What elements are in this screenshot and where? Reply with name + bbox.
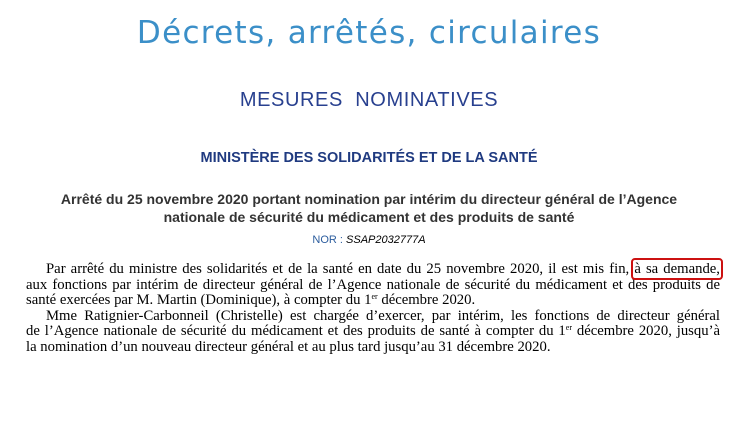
highlighted-phrase: à sa demande, <box>634 261 720 277</box>
body-text-span: décembre 2020, jusqu’à <box>571 323 720 339</box>
nor-code: SSAP2032777A <box>346 234 426 246</box>
ordinal-superscript: er <box>371 292 378 301</box>
ordinal-superscript: er <box>565 323 572 332</box>
subsection-title: MESURES NOMINATIVES <box>239 89 499 111</box>
body-line: aux fonctions par intérim de directeur général de l’Agence nationale de sécurité du médicament et des produits de <box>26 276 720 293</box>
body-text-span: de l’Agence nationale de sécurité du médicament et des produits de santé à compter du 1 <box>26 323 566 339</box>
body-line <box>26 293 720 309</box>
body-line: Mme Ratignier-Carbonneil (Christelle) est chargée d’exercer, par intérim, les fonctions de directeur général <box>46 307 720 324</box>
nor-reference <box>0 232 738 248</box>
body-line <box>26 262 720 278</box>
body-line: la nomination d’un nouveau directeur général et au plus tard jusqu’au 31 décembre 2020. <box>26 338 551 355</box>
nor-label: NOR : <box>312 234 343 246</box>
body-text-span: décembre 2020. <box>377 292 476 308</box>
arrete-title: Arrêté du 25 novembre 2020 portant nomination par intérim du directeur général de l’Agence nationale de sécurité du médicament et des produits de santé <box>60 191 678 225</box>
body-line <box>26 324 720 340</box>
section-title: Décrets, arrêtés, circulaires <box>136 15 602 51</box>
ministry-name: MINISTÈRE DES SOLIDARITÉS ET DE LA SANTÉ <box>200 150 538 166</box>
arrete-body <box>26 262 720 355</box>
body-text-span: Par arrêté du ministre des solidarités et de la santé en date du 25 novembre 2020, il est mis fin, <box>46 261 630 277</box>
body-text-span: santé exercées par M. Martin (Dominique), à compter du 1 <box>26 292 372 308</box>
